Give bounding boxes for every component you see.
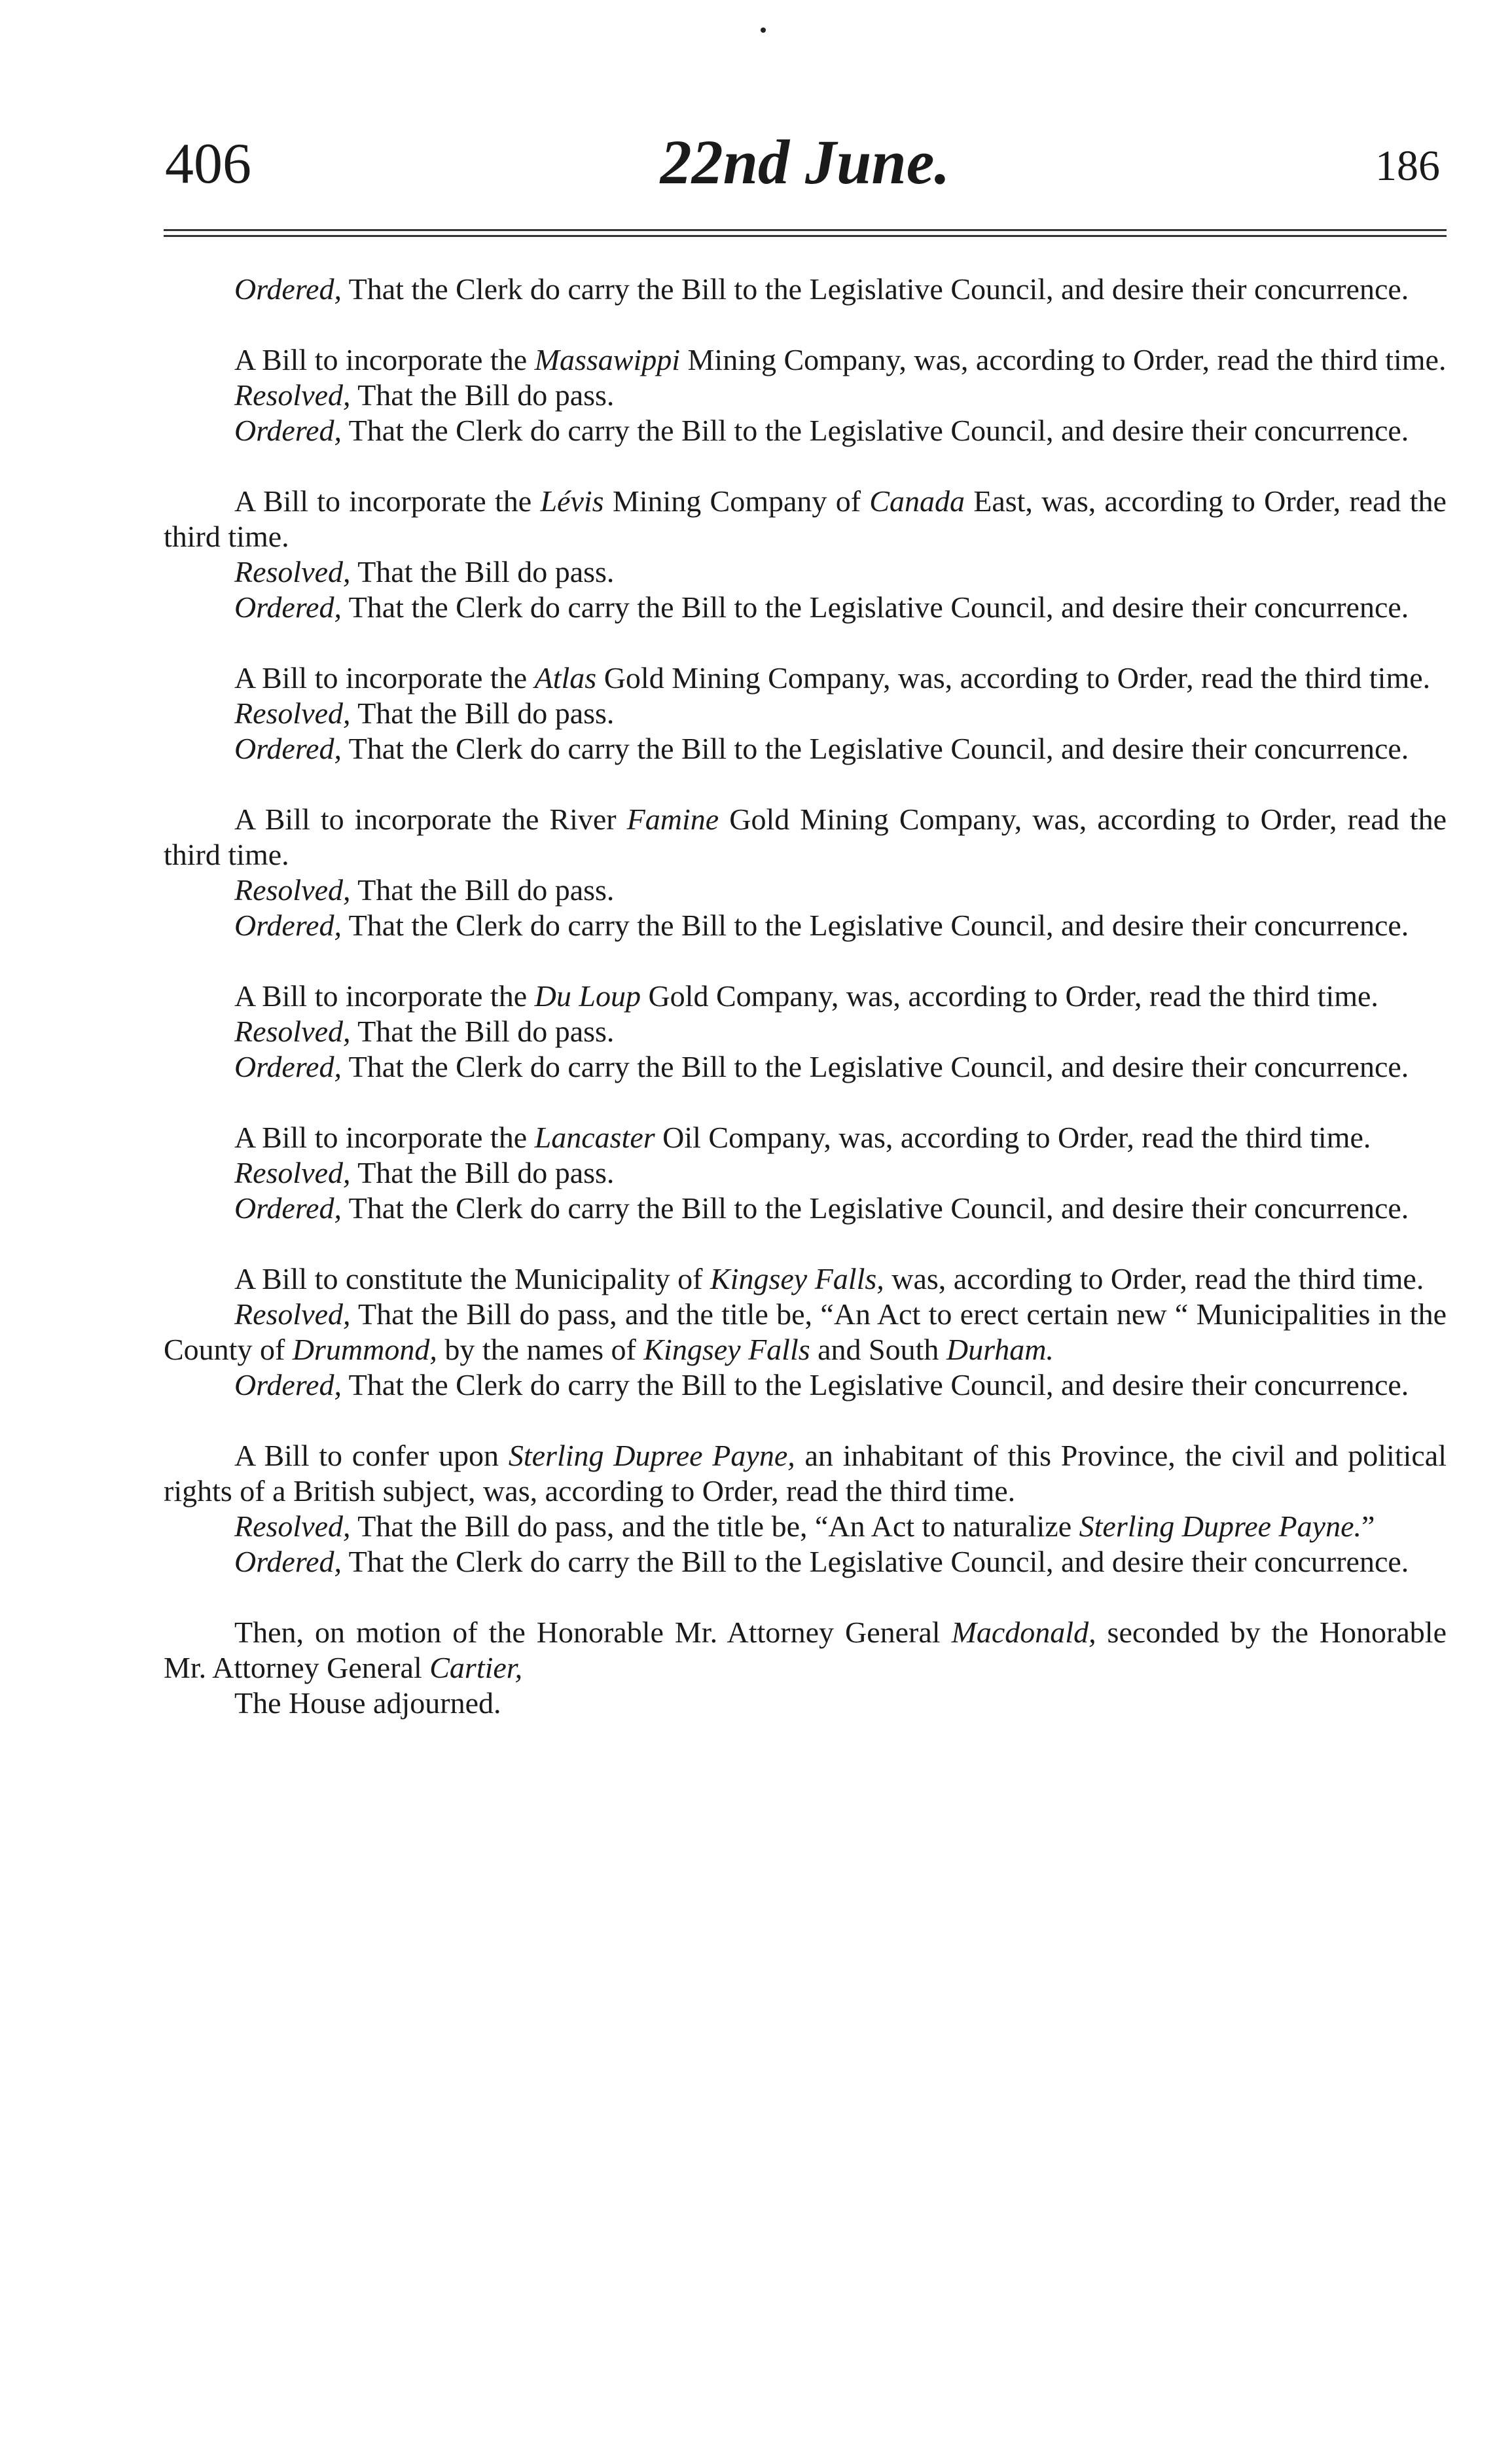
- ordered-line: Ordered, That the Clerk do carry the Bill to the Legislative Council, and desire their concurrence.: [234, 909, 1409, 942]
- bill-intro: A Bill to incorporate the Atlas Gold Mining Company, was, according to Order, read the third time.: [234, 661, 1431, 695]
- entry-levis: [164, 484, 1447, 625]
- resolved-line: Resolved, That the Bill do pass.: [234, 555, 615, 588]
- entry-atlas: [164, 660, 1447, 767]
- resolved-line: Resolved, That the Bill do pass.: [234, 1156, 615, 1189]
- adjourned-line: The House adjourned.: [234, 1686, 501, 1720]
- ordered-line: Ordered, That the Clerk do carry the Bill to the Legislative Council, and desire their concurrence.: [234, 1050, 1409, 1083]
- bill-intro: A Bill to incorporate the Lévis Mining Company of Canada East, was, according to Order, read the third time.: [164, 484, 1447, 553]
- page-header: [164, 124, 1447, 196]
- entry-payne: [164, 1438, 1447, 1580]
- resolved-line: Resolved, That the Bill do pass.: [234, 873, 615, 907]
- left-page-number: 406: [165, 132, 251, 196]
- motion-line: Then, on motion of the Honorable Mr. Attorney General Macdonald, seconded by the Honorable Mr. Attorney General Cartier,: [164, 1616, 1447, 1684]
- resolved-line: Resolved, That the Bill do pass.: [234, 696, 615, 730]
- ordered-line: Ordered, That the Clerk do carry the Bill to the Legislative Council, and desire their concurrence.: [234, 414, 1409, 447]
- page-title: 22nd June.: [660, 127, 950, 197]
- ink-mark: [761, 27, 766, 33]
- bill-intro: A Bill to incorporate the Massawippi Mining Company, was, according to Order, read the third time.: [234, 343, 1447, 376]
- entry-massawippi: [164, 342, 1447, 448]
- ordered-line: Ordered, That the Clerk do carry the Bill to the Legislative Council, and desire their concurrence.: [234, 1191, 1409, 1225]
- bill-intro: A Bill to constitute the Municipality of Kingsey Falls, was, according to Order, read the third time.: [234, 1262, 1424, 1295]
- bill-intro: A Bill to incorporate the Du Loup Gold Company, was, according to Order, read the third time.: [234, 979, 1378, 1013]
- resolved-line: Resolved, That the Bill do pass.: [234, 1015, 615, 1048]
- entry-du-loup: [164, 979, 1447, 1085]
- journal-body: [164, 272, 1447, 1756]
- entry-carry-over: [164, 272, 1447, 307]
- entry-lancaster: [164, 1120, 1447, 1226]
- entry-famine: [164, 802, 1447, 943]
- entry-adjournment: [164, 1615, 1447, 1721]
- ordered-line: Ordered, That the Clerk do carry the Bill to the Legislative Council, and desire their concurrence.: [234, 590, 1409, 624]
- ordered-line: Ordered, That the Clerk do carry the Bill to the Legislative Council, and desire their concurrence.: [234, 732, 1409, 765]
- bill-intro: A Bill to confer upon Sterling Dupree Payne, an inhabitant of this Province, the civil and political rights of a British subject, was, according to Order, read the third time.: [164, 1439, 1447, 1508]
- resolved-line: Resolved, That the Bill do pass.: [234, 378, 615, 412]
- entry-kingsey-falls: [164, 1261, 1447, 1403]
- right-page-number: 186: [1375, 142, 1440, 190]
- resolved-line: Resolved, That the Bill do pass, and the title be, “An Act to erect certain new “ Municipalities in the County of Drummond, by the names of Kingsey Falls and South Durham.: [164, 1297, 1447, 1366]
- ordered-line: Ordered, That the Clerk do carry the Bill to the Legislative Council, and desire their concurrence.: [234, 272, 1409, 306]
- resolved-line: Resolved, That the Bill do pass, and the title be, “An Act to naturalize Sterling Dupree Payne.”: [234, 1509, 1375, 1543]
- ordered-line: Ordered, That the Clerk do carry the Bill to the Legislative Council, and desire their concurrence.: [234, 1368, 1409, 1401]
- ordered-line: Ordered, That the Clerk do carry the Bill to the Legislative Council, and desire their concurrence.: [234, 1545, 1409, 1578]
- bill-intro: A Bill to incorporate the River Famine Gold Mining Company, was, according to Order, read the third time.: [164, 803, 1447, 871]
- header-rule: [164, 229, 1447, 241]
- bill-intro: A Bill to incorporate the Lancaster Oil Company, was, according to Order, read the third time.: [234, 1121, 1371, 1154]
